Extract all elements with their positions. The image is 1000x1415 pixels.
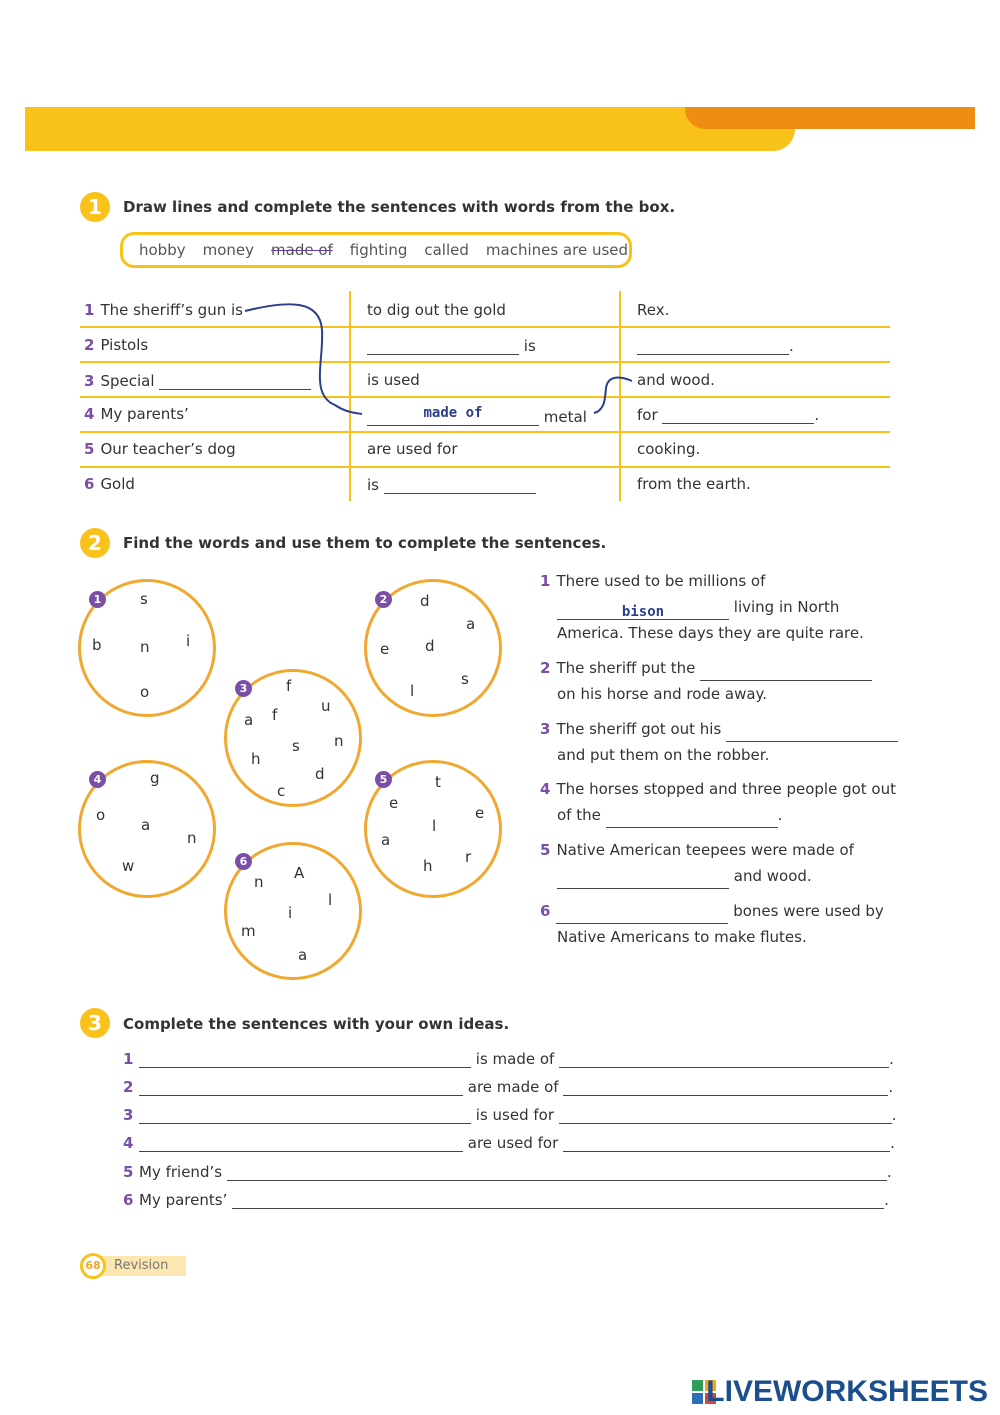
answer-blank[interactable] [606,809,778,828]
circle-letter: f [272,706,278,724]
circle-letter: d [425,637,435,655]
s3-row-5: 5 My friend’s . [123,1163,892,1181]
circle-letter: e [389,794,399,812]
circle-badge: 6 [235,853,252,870]
circle-letter: o [140,683,150,701]
section-3-badge: 3 [80,1008,110,1038]
word-box-item: fighting [349,241,408,259]
answer-blank[interactable] [559,1105,892,1124]
circle-letter: a [244,711,254,729]
s2-sentence-2: 2 The sheriff put the on his horse and rode away. [540,655,900,707]
circle-letter: s [461,670,469,688]
circle-letter: t [435,773,441,791]
s2-sentence-6: 6 bones were used by Native Americans to make flutes. [540,902,884,946]
section-1-instruction: Draw lines and complete the sentences with words from the box. [123,198,676,216]
match-line-1 [245,304,362,414]
match-line-2 [594,378,632,413]
answer-blank[interactable] [557,870,729,889]
circle-badge: 1 [89,591,106,608]
answer-blank[interactable] [139,1077,463,1096]
circle-letter: h [423,857,433,875]
circle-letter: s [140,590,148,608]
word-box-item: called [424,241,469,259]
s3-row-2: 2 are made of . [123,1078,894,1096]
answer-blank[interactable] [559,1049,889,1068]
circle-letter: c [277,782,286,800]
answer-blank[interactable] [139,1049,471,1068]
circle-letter: f [286,677,292,695]
answer-filled[interactable]: bison [557,599,729,620]
answer-blank[interactable] [726,723,898,742]
circle-letter: i [186,632,191,650]
liveworksheets-logo-text: LIVEWORKSHEETS [706,1375,988,1408]
circle-letter: g [150,769,160,787]
row2-col1: 2 Pistols [84,336,149,354]
row6-col3: from the earth. [637,475,751,493]
circle-letter: h [251,750,261,768]
circle-letter: s [292,737,300,755]
circle-letter: a [466,615,476,633]
circle-letter: i [288,904,293,922]
circle-letter: e [475,804,485,822]
row2-col3: . [637,336,794,355]
row3-col2: is used [367,371,420,389]
answer-blank[interactable] [227,1162,887,1181]
s2-sentence-3: 3 The sheriff got out his and put them on the robber. [540,716,900,768]
row2-col2: is [367,336,536,355]
word-box-item: hobby [139,241,186,259]
circle-letter: u [321,697,331,715]
s3-row-6: 6 My parents’ . [123,1191,889,1209]
circle-letter: d [420,592,430,610]
section-3-instruction: Complete the sentences with your own ideas. [123,1015,510,1033]
row4-col1: 4 My parents’ [84,405,189,423]
footer-section-label: Revision [100,1256,186,1276]
s3-row-3: 3 is used for . [123,1106,897,1124]
answer-blank[interactable] [139,1133,463,1152]
row5-col1: 5 Our teacher’s dog [84,440,236,458]
circle-letter: n [334,732,344,750]
circle-letter: a [141,816,151,834]
answer-blank[interactable] [232,1190,884,1209]
word-box-item: money [202,241,255,259]
circle-letter: b [92,636,102,654]
word-box-item-crossed: made of [271,241,333,259]
section-2-instruction: Find the words and use them to complete the sentences. [123,534,607,552]
section-2-badge: 2 [80,528,110,558]
matching-lines [0,0,1000,520]
row6-col2: is [367,475,536,494]
row4-col3: for . [637,406,820,424]
s3-row-1: 1 is made of . [123,1050,894,1068]
row5-col3: cooking. [637,440,701,458]
word-box-item: machines are used [485,241,629,259]
circle-letter: n [140,638,150,656]
circle-badge: 5 [375,771,392,788]
s3-row-4: 4 are used for . [123,1134,895,1152]
circle-letter: r [465,848,472,866]
row1-col1: 1 The sheriff’s gun is [84,301,243,319]
s2-sentence-5: 5 Native American teepees were made of and wood. [540,837,900,889]
answer-blank[interactable] [700,662,872,681]
row4-col2: made of metal [367,405,587,426]
circle-letter: o [96,806,106,824]
circle-letter: l [432,817,437,835]
s2-sentence-4: 4 The horses stopped and three people got out of the . [540,776,900,828]
circle-letter: d [315,765,325,783]
circle-letter: a [381,831,391,849]
row3-col3: and wood. [637,371,715,389]
circle-letter: l [410,682,415,700]
answer-blank[interactable] [563,1133,890,1152]
row5-col2: are used for [367,440,458,458]
answer-blank[interactable] [556,905,728,924]
row6-col1: 6 Gold [84,475,135,493]
circle-letter: A [294,864,305,882]
row1-col2: to dig out the gold [367,301,506,319]
circle-letter: n [254,873,264,891]
circle-letter: w [122,857,135,875]
row3-col1: 3 Special [84,371,311,390]
answer-filled[interactable]: made of [367,405,539,426]
circle-letter: l [328,891,333,909]
circle-letter: m [241,922,256,940]
circle-badge: 2 [375,591,392,608]
circle-letter: a [298,946,308,964]
circle-letter: e [380,640,390,658]
circle-badge: 4 [89,771,106,788]
s2-sentence-1: 1 There used to be millions of bison living in North America. These days they are quite rare. [540,572,864,642]
section-1-badge: 1 [80,192,110,222]
circle-badge: 3 [235,680,252,697]
circle-letter: n [187,829,197,847]
answer-blank[interactable] [139,1105,471,1124]
row1-col3: Rex. [637,301,670,319]
page-number: 68 [80,1253,106,1279]
answer-blank[interactable] [563,1077,888,1096]
